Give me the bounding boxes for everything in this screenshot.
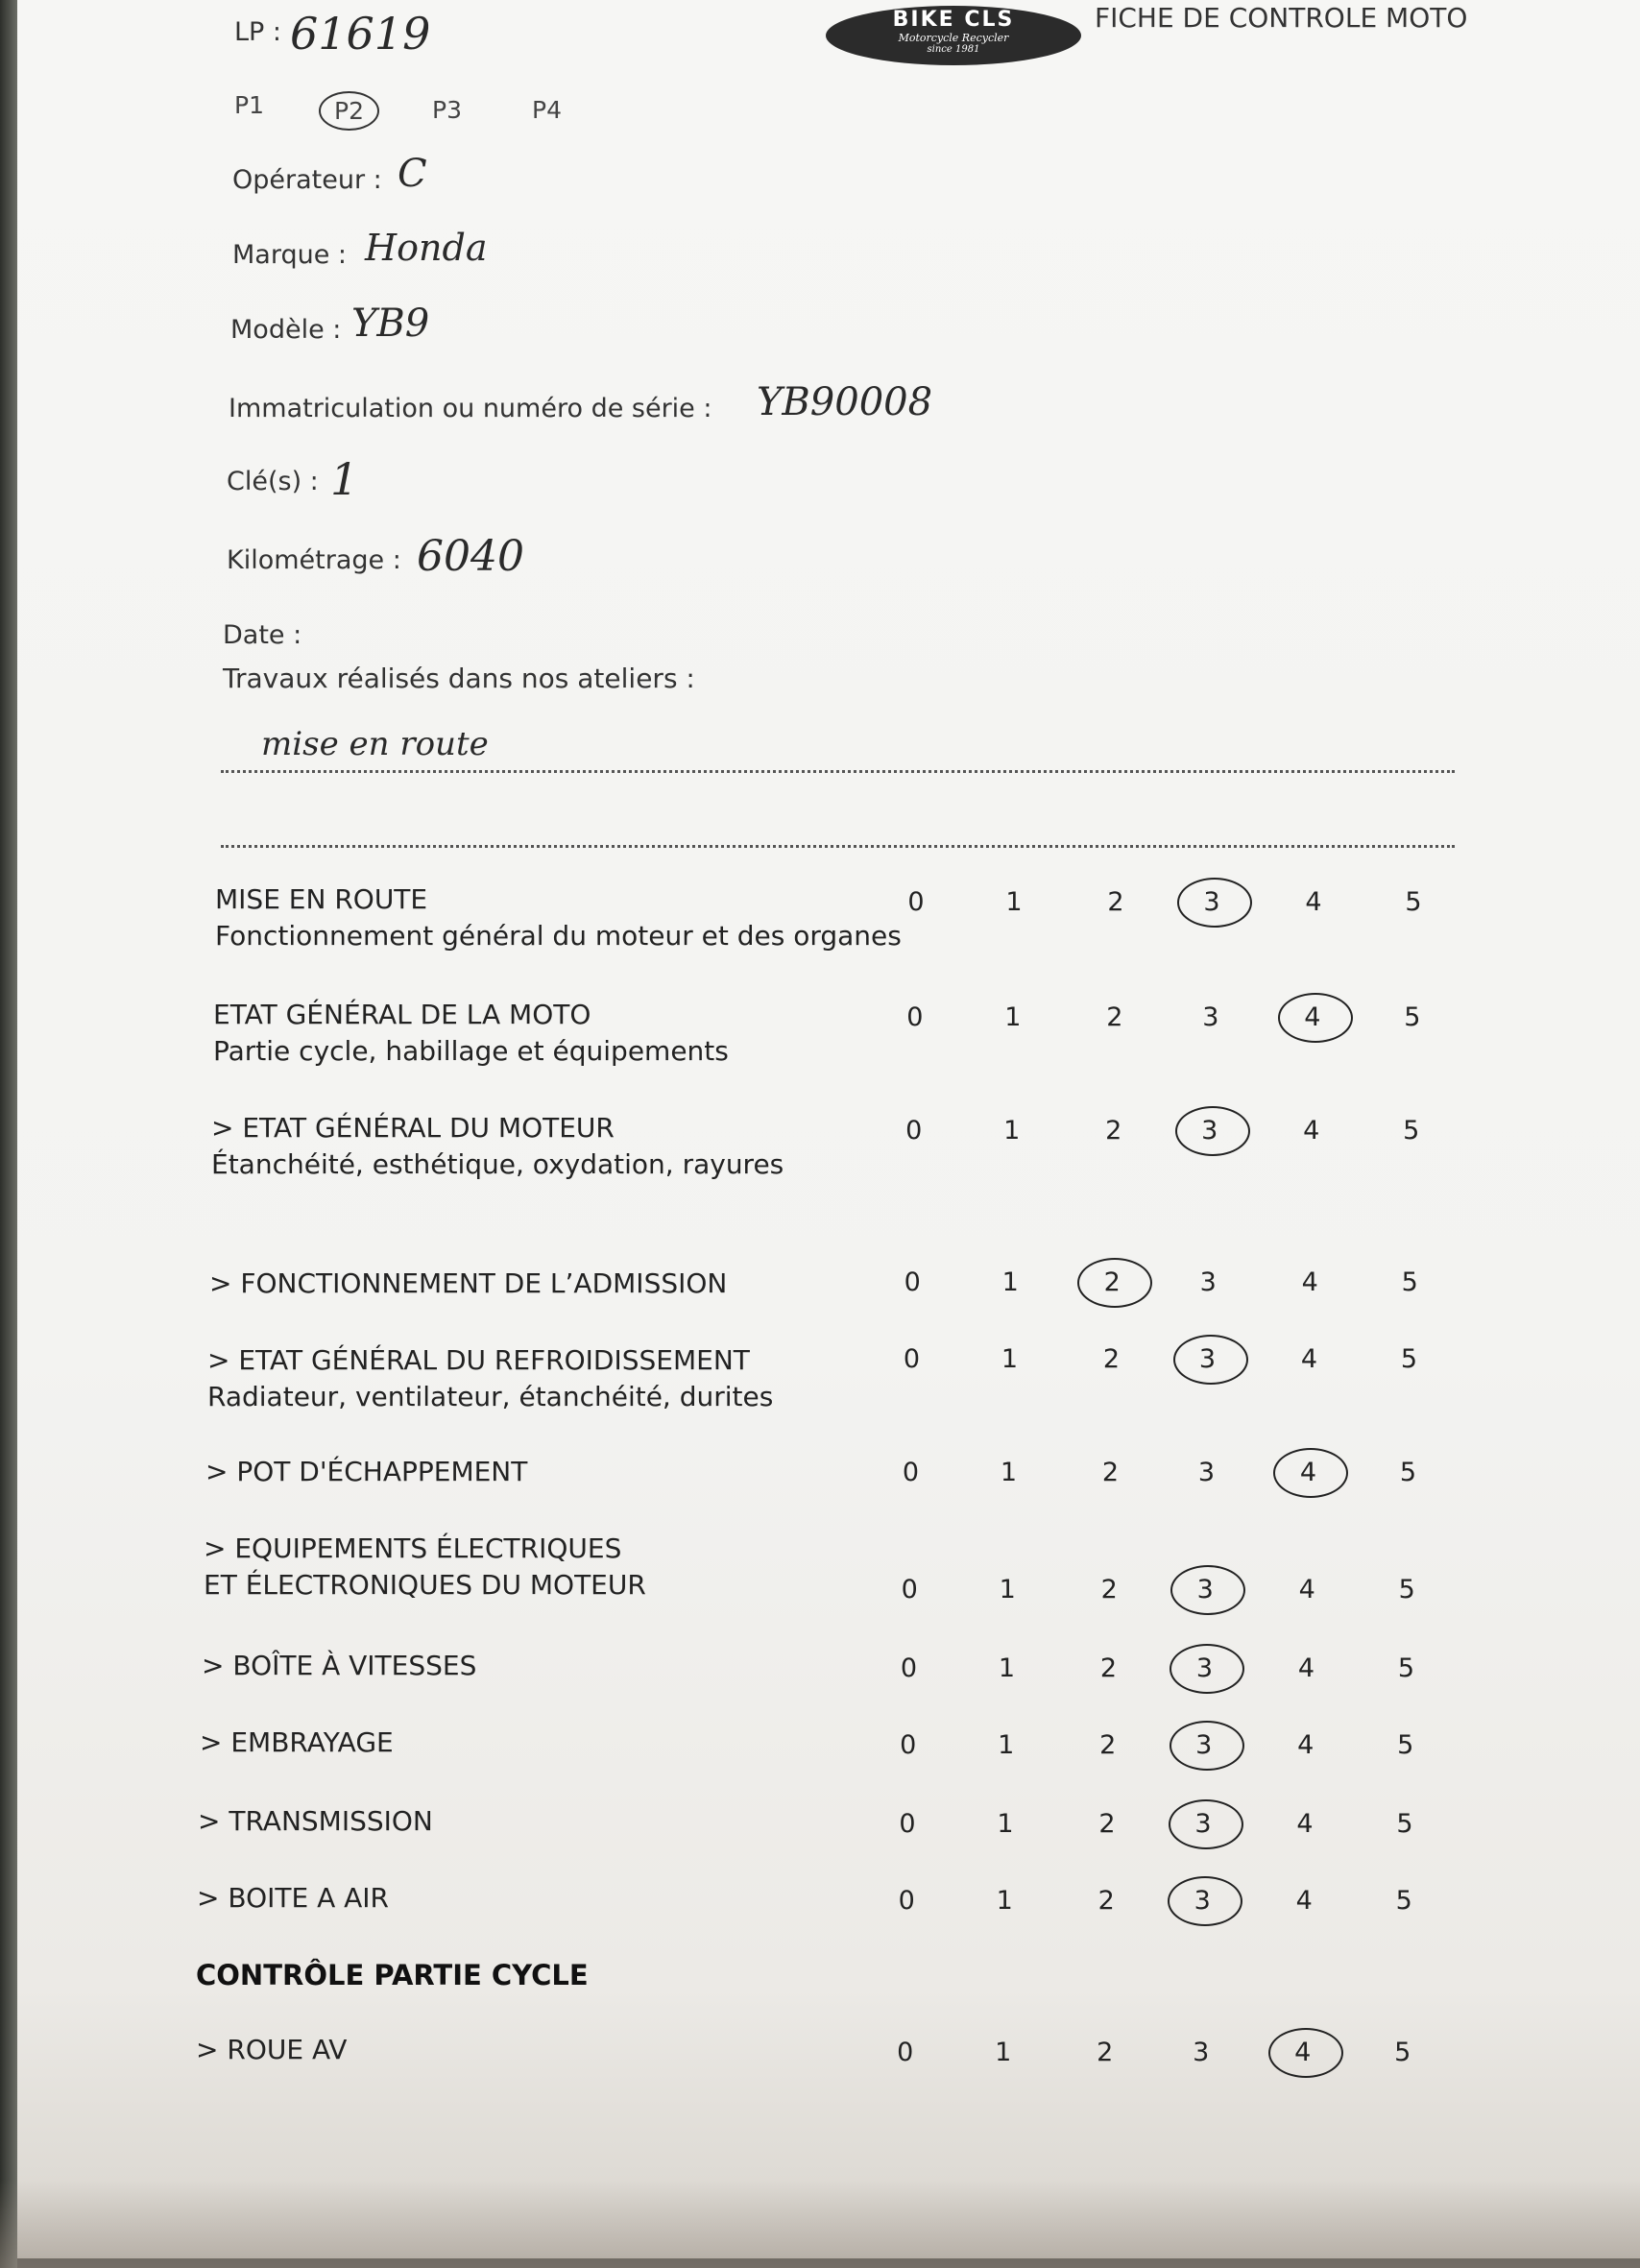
field-label: Immatriculation ou numéro de série : <box>229 394 712 423</box>
row-title: > BOÎTE À VITESSES <box>202 1650 477 1681</box>
score-option[interactable]: 5 <box>1403 1116 1420 1146</box>
lp-value: 61619 <box>290 8 431 60</box>
selected-score-circle <box>1268 2028 1343 2078</box>
works-line-2 <box>221 845 1455 848</box>
row-title: > BOITE A AIR <box>197 1882 389 1914</box>
selected-score-circle <box>1168 1876 1242 1926</box>
row-label <box>209 1266 727 1302</box>
score-option[interactable]: 1 <box>1005 887 1023 917</box>
score-option[interactable]: 4 <box>1298 1575 1315 1604</box>
score-option[interactable]: 3 <box>1195 1653 1214 1683</box>
field-value[interactable]: YB90008 <box>757 380 933 424</box>
works-label: Travaux réalisés dans nos ateliers : <box>223 663 695 694</box>
row-subtitle: Radiateur, ventilateur, étanchéité, durites <box>207 1381 774 1412</box>
score-option[interactable]: 2 <box>1102 1344 1121 1374</box>
lp-label: LP : <box>234 17 282 47</box>
field-label: Marque : <box>232 240 348 270</box>
score-option[interactable]: 0 <box>901 1575 918 1604</box>
score-option[interactable]: 2 <box>1105 1116 1122 1146</box>
score-option[interactable]: 3 <box>1203 887 1220 917</box>
score-option[interactable]: 3 <box>1198 1344 1217 1374</box>
score-option[interactable]: 2 <box>1106 1002 1123 1032</box>
section-title: CONTRÔLE PARTIE CYCLE <box>196 1959 589 1991</box>
score-option[interactable]: 0 <box>907 887 925 917</box>
row-title: > TRANSMISSION <box>198 1805 433 1837</box>
row-label <box>213 997 729 1070</box>
score-option[interactable]: 3 <box>1199 1267 1217 1297</box>
score-option[interactable]: 1 <box>1004 1002 1022 1032</box>
dealer-logo: BIKE CLS Motorcycle Recycler since 1981 <box>826 6 1081 65</box>
field-value[interactable]: YB9 <box>351 302 430 346</box>
field-value[interactable]: 1 <box>330 453 359 505</box>
score-option[interactable]: 3 <box>1196 1575 1214 1604</box>
score-option[interactable]: 5 <box>1399 1458 1416 1487</box>
score-option[interactable]: 5 <box>1397 1653 1415 1683</box>
score-option[interactable]: 2 <box>1107 887 1124 917</box>
score-option[interactable]: 2 <box>1097 1886 1115 1916</box>
field-label: Opérateur : <box>232 165 382 195</box>
row-label <box>202 1648 476 1684</box>
score-option[interactable]: 5 <box>1394 2038 1411 2067</box>
priority-option-p1[interactable]: P1 <box>234 91 264 119</box>
score-option[interactable]: 4 <box>1299 1458 1316 1487</box>
row-label <box>204 1531 646 1604</box>
score-option[interactable]: 2 <box>1103 1267 1121 1297</box>
score-option[interactable]: 4 <box>1305 887 1322 917</box>
row-title: > POT D'ÉCHAPPEMENT <box>205 1456 528 1487</box>
score-option[interactable]: 2 <box>1100 1575 1118 1604</box>
score-option[interactable]: 2 <box>1101 1458 1119 1487</box>
bottom-shadow <box>0 2180 1640 2268</box>
row-subtitle: ET ÉLECTRONIQUES DU MOTEUR <box>204 1569 646 1601</box>
selected-score-circle <box>1170 1644 1244 1694</box>
score-option[interactable]: 4 <box>1303 1116 1320 1146</box>
score-option[interactable]: 1 <box>1003 1116 1021 1146</box>
score-option[interactable]: 0 <box>905 1116 923 1146</box>
score-option[interactable]: 4 <box>1295 1886 1313 1916</box>
selected-score-circle <box>1173 1335 1248 1385</box>
selected-score-circle <box>1170 1565 1245 1615</box>
score-option[interactable]: 0 <box>903 1344 921 1374</box>
score-option[interactable]: 0 <box>900 1653 918 1683</box>
score-option[interactable]: 1 <box>996 1886 1013 1916</box>
priority-option-p4[interactable]: P4 <box>532 96 562 124</box>
score-option[interactable]: 0 <box>898 1886 915 1916</box>
row-label <box>207 1342 773 1415</box>
score-option[interactable]: 3 <box>1201 1116 1218 1146</box>
score-option[interactable]: 2 <box>1099 1653 1118 1683</box>
score-option[interactable]: 5 <box>1405 887 1422 917</box>
row-title: > ETAT GÉNÉRAL DU MOTEUR <box>211 1112 615 1144</box>
row-title: ETAT GÉNÉRAL DE LA MOTO <box>213 999 591 1030</box>
score-option[interactable]: 4 <box>1297 1653 1315 1683</box>
row-label <box>211 1110 784 1183</box>
form-title: FICHE DE CONTROLE MOTO <box>1095 2 1468 34</box>
score-option[interactable]: 3 <box>1197 1458 1215 1487</box>
score-option[interactable]: 1 <box>999 1575 1016 1604</box>
score-option[interactable]: 0 <box>906 1002 924 1032</box>
row-subtitle: Partie cycle, habillage et équipements <box>213 1035 729 1067</box>
row-title: > FONCTIONNEMENT DE L’ADMISSION <box>209 1267 728 1299</box>
score-option[interactable]: 2 <box>1097 2038 1114 2067</box>
selected-score-circle <box>1169 1799 1243 1849</box>
row-label <box>196 2032 347 2068</box>
row-subtitle: Étanchéité, esthétique, oxydation, rayures <box>211 1148 784 1180</box>
selected-score-circle <box>1177 878 1252 928</box>
score-option[interactable]: 0 <box>904 1267 921 1297</box>
score-option[interactable]: 1 <box>1000 1458 1017 1487</box>
score-option[interactable]: 1 <box>998 1653 1016 1683</box>
priority-option-p2[interactable]: P2 <box>319 91 379 131</box>
score-option[interactable]: 4 <box>1296 1809 1314 1839</box>
score-option[interactable]: 3 <box>1194 1886 1211 1916</box>
score-option[interactable]: 3 <box>1194 1809 1212 1839</box>
score-option[interactable]: 5 <box>1401 1267 1418 1297</box>
score-option[interactable]: 1 <box>995 2038 1012 2067</box>
field-value[interactable]: C <box>398 152 427 196</box>
score-option[interactable]: 1 <box>1001 1344 1019 1374</box>
score-option[interactable]: 5 <box>1398 1575 1415 1604</box>
score-option[interactable]: 5 <box>1404 1002 1421 1032</box>
score-option[interactable]: 3 <box>1202 1002 1219 1032</box>
works-line-1-text: mise en route <box>261 725 489 763</box>
score-option[interactable]: 4 <box>1300 1344 1318 1374</box>
field-label: Clé(s) : <box>227 467 319 496</box>
score-option[interactable]: 4 <box>1297 1730 1314 1760</box>
field-label: Kilométrage : <box>227 545 401 575</box>
row-label <box>198 1803 433 1840</box>
field-value[interactable]: 6040 <box>417 532 524 581</box>
score-option[interactable]: 5 <box>1397 1730 1414 1760</box>
control-sheet <box>10 0 1640 2258</box>
selected-score-circle <box>1273 1448 1348 1498</box>
score-option[interactable]: 5 <box>1396 1809 1413 1839</box>
row-label <box>205 1454 527 1490</box>
score-option[interactable]: 0 <box>899 1809 916 1839</box>
score-option[interactable]: 4 <box>1294 2038 1312 2067</box>
score-option[interactable]: 3 <box>1193 2038 1210 2067</box>
score-option[interactable]: 4 <box>1304 1002 1321 1032</box>
row-subtitle: Fonctionnement général du moteur et des organes <box>215 920 902 952</box>
row-label <box>197 1880 389 1917</box>
score-option[interactable]: 1 <box>1001 1267 1019 1297</box>
field-value[interactable]: Honda <box>365 227 488 269</box>
score-option[interactable]: 5 <box>1395 1886 1412 1916</box>
row-title: MISE EN ROUTE <box>215 883 428 915</box>
priority-option-p3[interactable]: P3 <box>432 96 462 124</box>
score-option[interactable]: 5 <box>1400 1344 1418 1374</box>
selected-score-circle <box>1175 1106 1250 1156</box>
field-label: Modèle : <box>230 315 342 345</box>
left-edge-shadow <box>0 0 17 2268</box>
row-title: > ETAT GÉNÉRAL DU REFROIDISSEMENT <box>207 1344 750 1376</box>
score-option[interactable]: 0 <box>897 2038 914 2067</box>
works-line-1 <box>221 770 1455 773</box>
score-option[interactable]: 1 <box>998 1730 1015 1760</box>
row-title: > EQUIPEMENTS ÉLECTRIQUES <box>204 1532 622 1564</box>
row-title: > EMBRAYAGE <box>200 1726 394 1758</box>
row-title: > ROUE AV <box>196 2034 348 2065</box>
selected-score-circle <box>1170 1721 1244 1771</box>
score-option[interactable]: 4 <box>1301 1267 1318 1297</box>
selected-score-circle <box>1077 1258 1152 1308</box>
score-option[interactable]: 3 <box>1195 1730 1213 1760</box>
score-option[interactable]: 1 <box>997 1809 1014 1839</box>
score-option[interactable]: 0 <box>902 1458 919 1487</box>
score-option[interactable]: 2 <box>1098 1809 1116 1839</box>
row-label <box>215 881 902 954</box>
field-label: Date : <box>223 620 302 650</box>
selected-score-circle <box>1278 993 1353 1043</box>
score-option[interactable]: 2 <box>1099 1730 1117 1760</box>
score-option[interactable]: 0 <box>900 1730 917 1760</box>
row-label <box>200 1725 394 1761</box>
